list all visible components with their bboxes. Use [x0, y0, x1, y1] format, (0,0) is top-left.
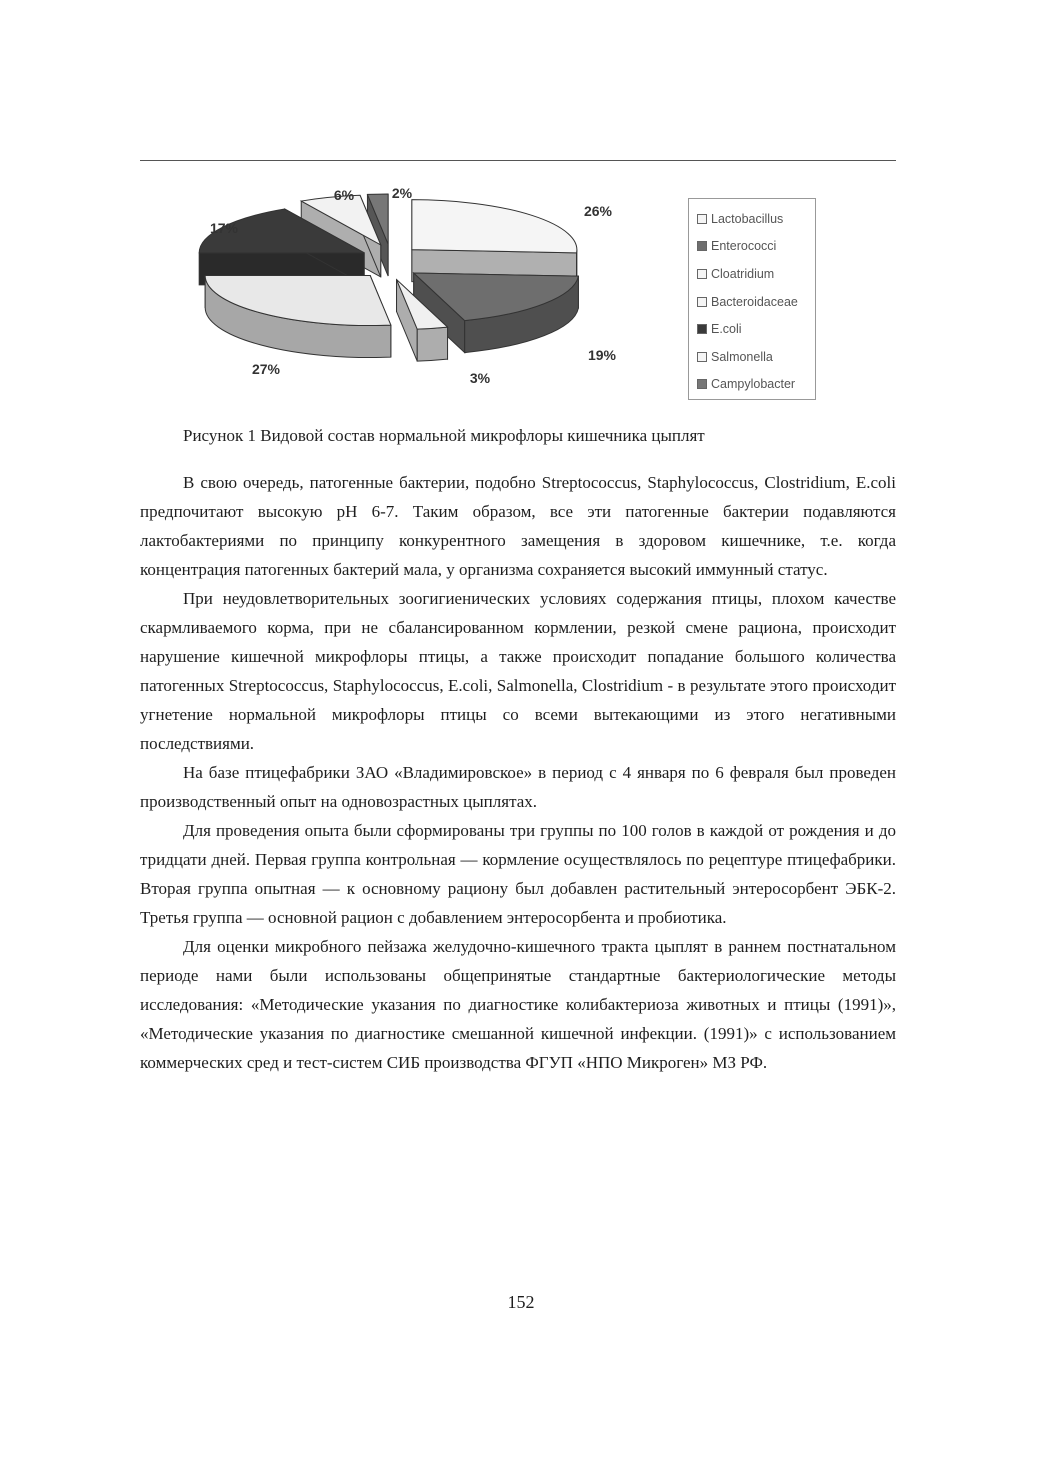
slice-percent-label: 2%: [391, 185, 413, 201]
legend-item: [697, 315, 815, 343]
legend-label: Salmonella: [711, 349, 773, 364]
legend-item: [697, 371, 815, 399]
pie-chart: [140, 180, 680, 410]
figure-caption: Рисунок 1 Видовой состав нормальной микрофлоры кишечника цыплят: [183, 426, 705, 445]
paragraph: Для проведения опыта были сформированы три группы по 100 голов в каждой от рождения и до тридцати дней. Первая группа контрольная — кормление осуществлялось по рецептуре птицефабрики. Вторая группа опытная — к основному рациону был добавлен растительный энтеросорбент ЭБК-2. Третья группа — основной рацион с добавлением энтеросорбента и пробиотика.: [140, 821, 896, 927]
legend-swatch: [697, 269, 707, 279]
slice-percent-label: 19%: [587, 347, 617, 363]
paragraph: На базе птицефабрики ЗАО «Владимировское» в период с 4 января по 6 февраля был проведен производственный опыт на одновозрастных цыплятах.: [140, 763, 896, 811]
paragraph: Для оценки микробного пейзажа желудочно-кишечного тракта цыплят в раннем постнатальном периоде нами были использованы общепринятые стандартные бактериологические методы исследования: «Методические указания по диагностике колибактериоза животных и птицы (1991)», «Методические указания по диагностике смешанной кишечной инфекции. (1991)» с использованием коммерческих сред и тест-систем СИБ производства ФГУП «НПО Микроген» МЗ РФ.: [140, 937, 896, 1072]
paragraph: В свою очередь, патогенные бактерии, подобно Streptococcus, Staphylococcus, Clostridium, E.coli предпочитают высокую pH 6-7. Таким образом, все эти патогенные бактерии подавляются лактобактериями по принципу конкурентного замещения в здоровом кишечнике, т.е. когда концентрация патогенных бактерий мала, у организма сохраняется высокий иммунный статус.: [140, 473, 896, 579]
pie-slice: [205, 276, 391, 358]
legend-label: Bacteroidaceae: [711, 294, 798, 309]
body-text: [140, 468, 896, 1077]
legend-label: Campylobacter: [711, 377, 796, 392]
legend-label: E.coli: [711, 322, 742, 337]
legend-swatch: [697, 214, 707, 224]
slice-percent-label: 3%: [469, 370, 491, 386]
legend-swatch: [697, 379, 707, 389]
legend-item: [697, 233, 815, 261]
legend-label: Lactobacillus: [711, 211, 784, 226]
legend-swatch: [697, 297, 707, 307]
legend-swatch: [697, 352, 707, 362]
slice-percent-label: 27%: [251, 361, 281, 377]
legend-label: Enterococci: [711, 239, 777, 254]
slice-percent-label: 6%: [333, 187, 355, 203]
legend-swatch: [697, 324, 707, 334]
slice-percent-label: 17%: [209, 220, 239, 236]
pie-slice: [412, 200, 577, 285]
slice-percent-label: 26%: [583, 203, 613, 219]
chart-legend: [688, 198, 816, 400]
legend-swatch: [697, 241, 707, 251]
legend-item: [697, 205, 815, 233]
page-number: 152: [507, 1292, 535, 1312]
legend-item: [697, 288, 815, 316]
header-rule: [140, 160, 896, 161]
paragraph: При неудовлетворительных зоогигиенических условиях содержания птицы, плохом качестве скармливаемого корма, при не сбалансированном кормлении, резкой смене рациона, происходит нарушение кишечной микрофлоры птицы, а также происходит попадание большого количества патогенных Streptococcus, Staphylococcus, E.coli, Salmonella, Clostridium - в результате этого происходит угнетение нормальной микрофлоры птицы со всеми вытекающими из этого негативными последствиями.: [140, 589, 896, 753]
legend-item: [697, 343, 815, 371]
legend-label: Cloatridium: [711, 266, 775, 281]
legend-item: [697, 260, 815, 288]
